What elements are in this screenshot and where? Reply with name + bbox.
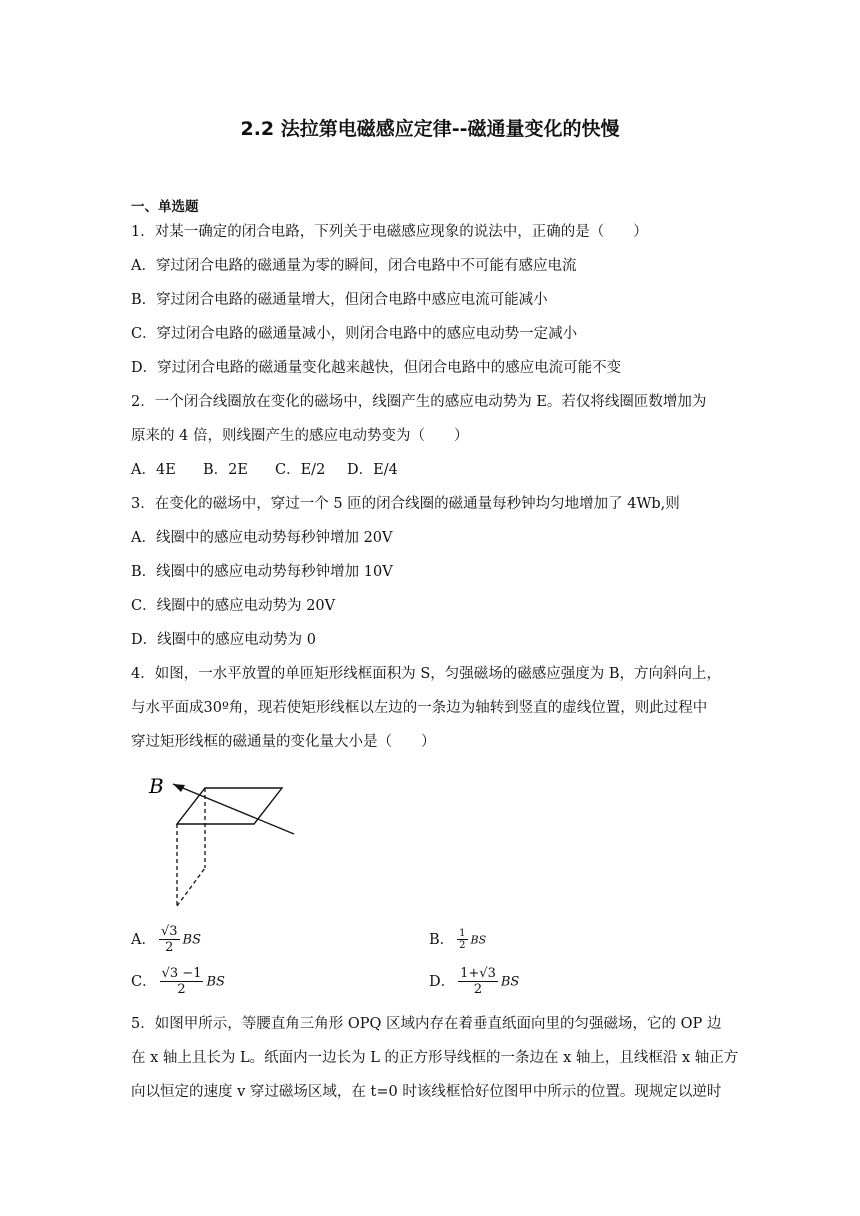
option-c-label: C． [131,973,157,990]
option-b-denominator: 2 [459,940,466,951]
option-d-denominator: 2 [473,982,483,997]
question-3-option-c: C．线圈中的感应电动势为 20V [131,598,336,614]
option-b-label: B． [429,931,455,948]
option-c-numerator: √3 −1 [161,966,202,981]
option-a-label: A． [131,931,156,948]
question-1-option-b: B．穿过闭合电路的磁通量增大，但闭合电路中感应电流可能减小 [131,292,548,308]
question-4-option-a [131,924,201,955]
question-4-option-d [429,966,519,997]
option-d-label: D． [429,973,456,990]
option-a-numerator: √3 [160,924,178,939]
section-heading: 一、单选题 [131,199,199,215]
question-3-option-d: D．线圈中的感应电动势为 0 [131,632,316,648]
option-b-numerator: 1 [459,928,466,939]
question-4-stem-line-3: 穿过矩形线框的磁通量的变化量大小是（ ） [131,734,436,750]
figure-b-label: B [149,774,164,798]
option-a-denominator: 2 [165,940,174,955]
question-1-option-a: A．穿过闭合电路的磁通量为零的瞬间，闭合电路中不可能有感应电流 [131,258,577,274]
option-c-fraction [160,966,204,997]
question-5-line-2: 在 x 轴上且长为 L。纸面内一边长为 L 的正方形导线框的一条边在 x 轴上，且线框沿 x 轴正方 [131,1050,739,1066]
page-title: 2.2 法拉第电磁感应定律--磁通量变化的快慢 [240,118,620,140]
question-3-option-a: A．线圈中的感应电动势每秒钟增加 20V [131,530,393,546]
question-2-option-d: D．E/4 [347,462,398,478]
question-4-option-b [429,928,486,951]
option-c-suffix: BS [206,974,225,990]
question-3-stem: 3．在变化的磁场中，穿过一个 5 匝的闭合线圈的磁通量每秒钟均匀地增加了 4Wb,则 [131,496,680,512]
figure-field-line [173,784,294,834]
question-4-stem-line-1: 4．如图，一水平放置的单匝矩形线框面积为 S，匀强磁场的磁感应强度为 B，方向斜向上， [131,666,722,682]
question-2-options [131,460,398,480]
question-2-option-c: C．E/2 [275,462,326,478]
question-1-stem: 1．对某一确定的闭合电路，下列关于电磁感应现象的说法中，正确的是（ ） [131,224,648,240]
question-1-option-c: C．穿过闭合电路的磁通量减小，则闭合电路中的感应电动势一定减小 [131,326,578,342]
option-d-fraction [458,966,498,997]
question-4-figure [140,768,320,913]
figure-field-arrowhead [173,784,185,792]
question-2-stem-line-2: 原来的 4 倍，则线圈产生的感应电动势变为（ ） [131,428,469,444]
option-c-denominator: 2 [177,982,186,997]
question-5-line-1: 5．如图甲所示，等腰直角三角形 OPQ 区域内存在着垂直纸面向里的匀强磁场，它的 OP 边 [131,1016,722,1032]
question-1-option-d: D．穿过闭合电路的磁通量变化越来越快，但闭合电路中的感应电流可能不变 [131,360,622,376]
question-2-option-a: A．4E [131,462,176,478]
question-3-option-b: B．线圈中的感应电动势每秒钟增加 10V [131,564,393,580]
option-a-suffix: BS [182,932,202,948]
option-d-numerator: 1+√3 [460,966,496,981]
option-d-suffix: BS [500,974,520,990]
figure-rectangular-frame [177,788,282,824]
option-b-fraction [457,928,467,951]
question-5-line-3: 向以恒定的速度 v 穿过磁场区域，在 t=0 时该线框恰好位图甲中所示的位置。现规定以逆时 [131,1084,722,1100]
question-2-stem-line-1: 2．一个闭合线圈放在变化的磁场中，线圈产生的感应电动势为 E。若仅将线圈匝数增加为 [131,394,707,410]
option-b-suffix: BS [470,933,487,947]
question-2-option-b: B．2E [203,462,248,478]
question-4-stem-line-2: 与水平面成30º角，现若使矩形线框以左边的一条边为轴转到竖直的虚线位置，则此过程中 [131,700,708,716]
option-a-fraction [159,924,180,955]
question-4-option-c [131,966,225,997]
figure-dashed-bottom-edge [177,868,205,906]
